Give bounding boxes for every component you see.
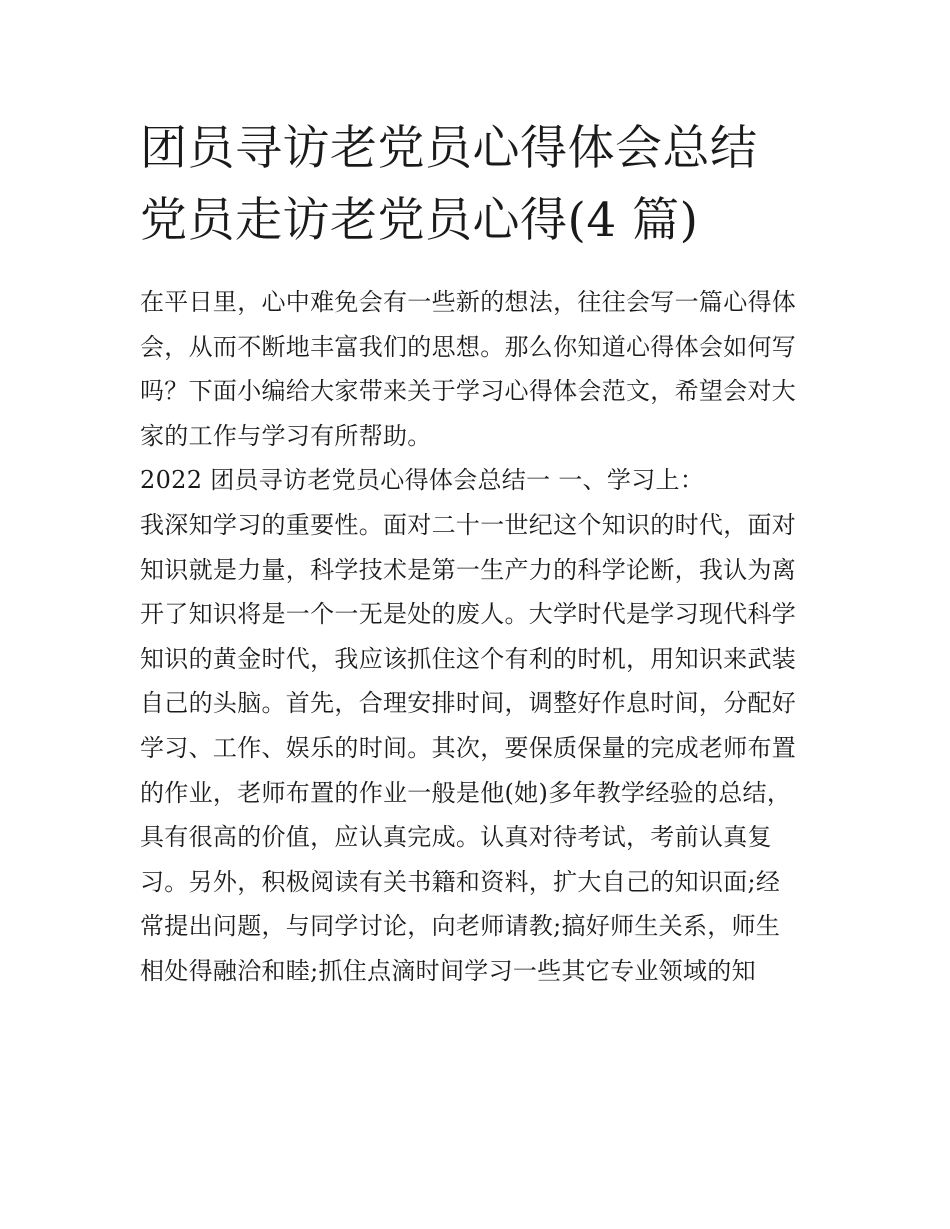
body-line: 的作业，老师布置的作业一般是他(她)多年教学经验的总结， (140, 778, 792, 807)
body-line: 学习、工作、娱乐的时间。其次，要保质保量的完成老师布置 (140, 733, 797, 762)
body-line: 习。另外，积极阅读有关书籍和资料，扩大自己的知识面;经 (140, 867, 781, 896)
document-body (140, 280, 830, 994)
section-heading-line: 2022 团员寻访老党员心得体会总结一 一、学习上： (140, 466, 705, 495)
body-line: 知识就是力量，科学技术是第一生产力的科学论断，我认为离 (140, 555, 797, 584)
body-line: 相处得融洽和睦;抓住点滴时间学习一些其它专业领域的知 (140, 956, 756, 985)
body-line: 会，从而不断地丰富我们的思想。那么你知道心得体会如何写 (140, 332, 797, 361)
body-line: 具有很高的价值，应认真完成。认真对待考试，考前认真复 (140, 823, 772, 852)
body-line: 在平日里，心中难免会有一些新的想法，往往会写一篇心得体 (140, 288, 797, 316)
body-line: 家的工作与学习有所帮助。 (140, 421, 432, 450)
body-line: 吗？下面小编给大家带来关于学习心得体会范文，希望会对大 (140, 377, 797, 406)
title-line-2: 党员走访老党员心得(4 篇) (140, 193, 699, 248)
body-line: 知识的黄金时代，我应该抓住这个有利的时机，用知识来武装 (140, 644, 797, 673)
body-line: 自己的头脑。首先，合理安排时间，调整好作息时间，分配好 (140, 689, 797, 718)
document-title (140, 113, 840, 257)
body-line: 我深知学习的重要性。面对二十一世纪这个知识的时代，面对 (140, 510, 797, 539)
title-line-1: 团员寻访老党员心得体会总结 (140, 121, 758, 176)
body-line: 常提出问题，与同学讨论，向老师请教;搞好师生关系，师生 (140, 912, 781, 941)
body-line: 开了知识将是一个一无是处的废人。大学时代是学习现代科学 (140, 600, 797, 629)
